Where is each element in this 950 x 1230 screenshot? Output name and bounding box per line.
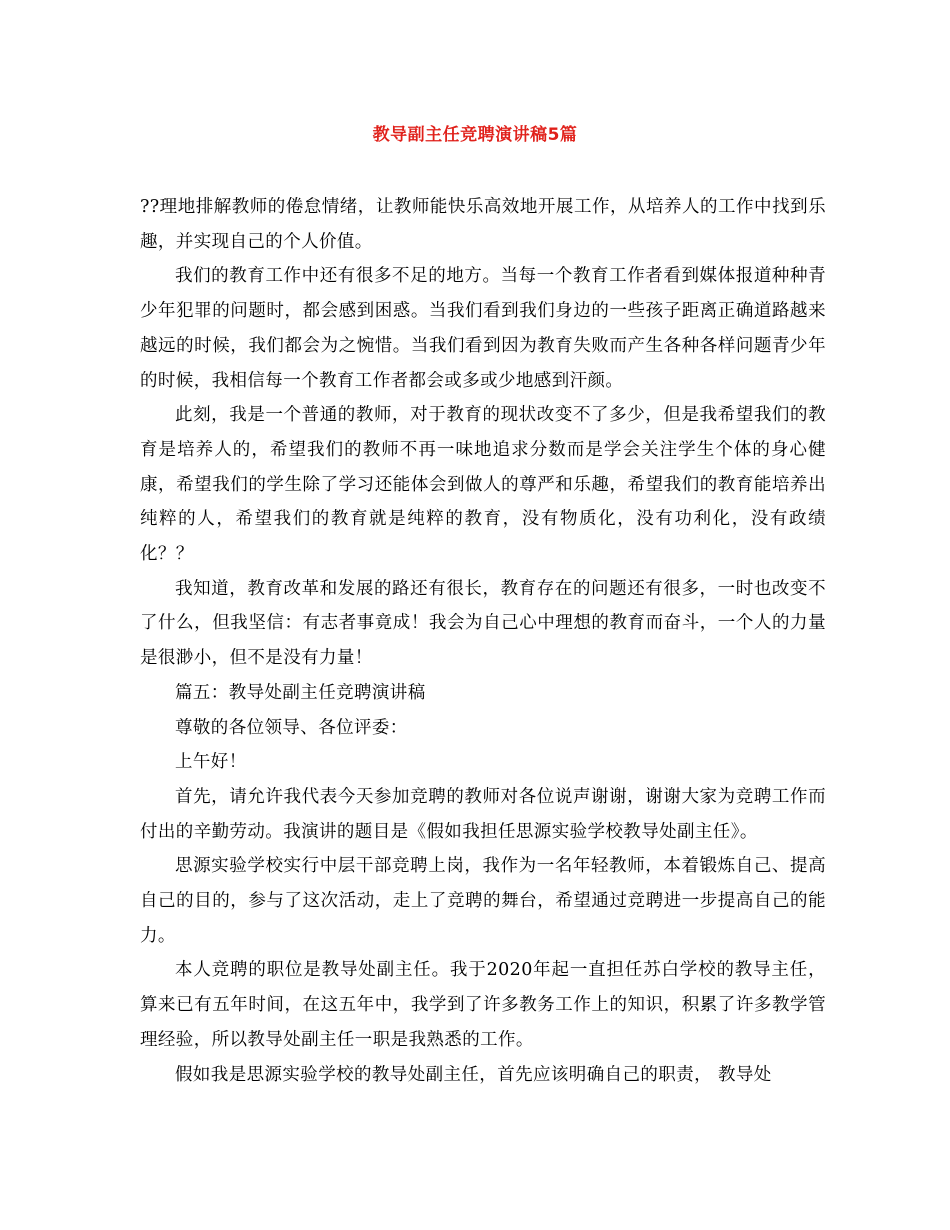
paragraph: 思源实验学校实行中层干部竞聘上岗，我作为一名年轻教师，本着锻炼自己、提高自己的目的，参与了这次活动，走上了竞聘的舞台，希望通过竞聘进一步提高自己的能力。 <box>140 856 826 946</box>
document-title: 教导副主任竞聘演讲稿5篇 <box>372 125 578 145</box>
document-body <box>140 190 826 1092</box>
paragraph: 本人竞聘的职位是教导处副主任。我于2020年起一直担任苏白学校的教导主任，算来已有五年时间，在这五年中，我学到了许多教务工作上的知识，积累了许多教学管理经验，所以教导处副主任一职是我熟悉的工作。 <box>140 960 826 1050</box>
paragraph: 此刻，我是一个普通的教师，对于教育的现状改变不了多少，但是我希望我们的教育是培养人的，希望我们的教师不再一味地追求分数而是学会关注学生个体的身心健康，希望我们的学生除了学习还能体会到做人的尊严和乐趣，希望我们的教育能培养出纯粹的人，希望我们的教育就是纯粹的教育，没有物质化，没有功利化，没有政绩化？？ <box>140 405 826 565</box>
paragraph: ??理地排解教师的倦怠情绪，让教师能快乐高效地开展工作，从培养人的工作中找到乐趣，并实现自己的个人价值。 <box>140 197 826 252</box>
paragraph: 首先，请允许我代表今天参加竞聘的教师对各位说声谢谢，谢谢大家为竞聘工作而付出的辛勤劳动。我演讲的题目是《假如我担任思源实验学校教导处副主任》。 <box>140 786 826 842</box>
greeting: 上午好！ <box>175 752 247 773</box>
salutation: 尊敬的各位领导、各位评委： <box>175 717 408 738</box>
paragraph: 我知道，教育改革和发展的路还有很长，教育存在的问题还有很多，一时也改变不了什么，但我坚信：有志者事竟成！我会为自己心中理想的教育而奋斗，一个人的力量是很渺小，但不是没有力量！ <box>140 578 826 669</box>
section-heading: 篇五：教导处副主任竞聘演讲稿 <box>175 682 426 703</box>
paragraph: 假如我是思源实验学校的教导处副主任，首先应该明确自己的职责， 教导处 <box>175 1064 772 1085</box>
paragraph: 我们的教育工作中还有很多不足的地方。当每一个教育工作者看到媒体报道种种青少年犯罪的问题时，都会感到困惑。当我们看到我们身边的一些孩子距离正确道路越来越远的时候，我们都会为之惋惜。当我们看到因为教育失败而产生各种各样问题青少年的时候，我相信每一个教育工作者都会或多或少地感到汗颜。 <box>140 266 826 391</box>
